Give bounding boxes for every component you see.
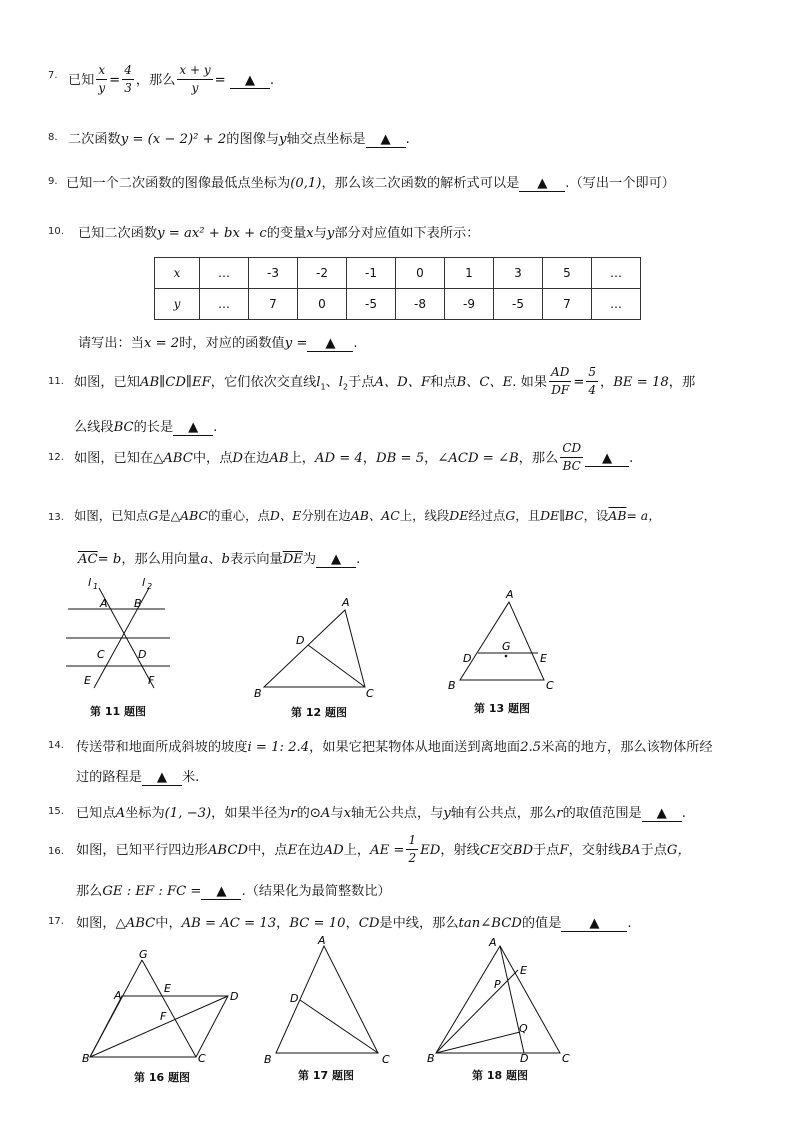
figure-12 [250, 594, 380, 702]
table-cell: -9 [445, 289, 494, 320]
question-text-line-2: 那么GE : EF : FC = ▲ .（结果化为最简整数比） [76, 884, 391, 899]
table-cell: … [200, 289, 249, 320]
point-label-c: C [562, 1052, 570, 1065]
question-number: 9. [48, 176, 58, 187]
question-text: 如图，已知在△ABC中，点D在边AB上，AD = 4，DB = 5，∠ACD = ∠B，那么 $\frac{CD}{BC}$ ▲ . [74, 440, 633, 476]
function-expression: y = (x − 2)² + 2 [120, 132, 227, 147]
point-label-a: A [489, 936, 497, 949]
fraction-cd-over-bc: $\frac{CD}{BC}$ [562, 441, 582, 474]
table-cell: 0 [298, 289, 347, 320]
table-cell: -2 [298, 258, 347, 289]
point-label-g: G [502, 640, 511, 653]
point-label-a: A [506, 588, 514, 601]
subscript: 1 [93, 582, 99, 591]
question-text: 已知点A坐标为(1, −3)，如果半径为r的⊙A与x轴无公共点，与y轴有公共点，那么r的取值范围是 ▲ . [76, 806, 686, 821]
figure-16 [78, 944, 248, 1068]
figure-17 [262, 932, 398, 1066]
point-label-c: C [382, 1053, 390, 1066]
question-text-line-1: 如图，已知点G是△ABC的重心，点D、E分别在边AB、AC上，线段DE经过点G，且DE∥BC，设$\overline{AB}= a$， [74, 508, 661, 523]
question-number: 7. [48, 70, 58, 81]
answer-blank: ▲ [519, 176, 565, 192]
question-number: 11. [48, 376, 64, 387]
table-row-x [155, 258, 641, 289]
point-label-f: F [148, 674, 155, 687]
point-label-d: D [463, 652, 472, 665]
point-label-f: F [160, 1010, 167, 1023]
figure-caption: 第 11 题图 [90, 705, 146, 718]
table-cell: 1 [445, 258, 494, 289]
question-text: 请写出：当x = 2时，对应的函数值y = ▲ . [78, 336, 358, 351]
point-label-b: B [134, 597, 142, 610]
point-label-a: A [114, 989, 122, 1002]
figure-18 [424, 932, 574, 1066]
function-expression: y = ax² + bx + c [157, 226, 267, 241]
fraction-one-half: $\frac{1}{2}$ [408, 833, 417, 866]
question-number: 8. [48, 132, 58, 143]
answer-blank: ▲ [201, 884, 241, 900]
table-cell: -8 [396, 289, 445, 320]
vector-de: $\overline{DE}$ [282, 552, 303, 567]
point-label-c: C [198, 1052, 206, 1065]
figure-caption: 第 18 题图 [472, 1069, 528, 1082]
question-number: 13. [48, 512, 64, 523]
point-label-c: C [366, 687, 374, 700]
point-label-p: P [494, 978, 501, 991]
point-label-d: D [138, 648, 147, 661]
line-label-l1: l [88, 576, 92, 589]
point-label-d: D [296, 634, 305, 647]
table-cell: … [592, 258, 641, 289]
point-label-b: B [254, 687, 262, 700]
point-label-d: D [230, 990, 239, 1003]
question-text: 二次函数y = (x − 2)² + 2的图像与y轴交点坐标是 ▲ . [68, 132, 410, 147]
point-label-a: A [342, 596, 350, 609]
answer-blank: ▲ [585, 451, 629, 467]
centroid-dot [505, 655, 508, 658]
figure-caption: 第 12 题图 [291, 706, 347, 719]
point-label-b: B [448, 679, 456, 692]
question-text-line-2: 过的路程是 ▲ 米. [76, 770, 200, 785]
table-cell: 7 [249, 289, 298, 320]
point-label-e: E [84, 674, 91, 687]
point-label-c: C [97, 648, 105, 661]
values-table [154, 257, 641, 320]
question-number: 14. [48, 740, 64, 751]
question-number: 10. [48, 226, 64, 237]
question-text-line-2: 么线段BC的长是 ▲ . [74, 420, 218, 435]
question-number: 12. [48, 452, 64, 463]
point-label-e: E [164, 982, 171, 995]
point-label-q: Q [519, 1022, 528, 1035]
question-text-line-1: 如图，已知平行四边形ABCD中，点E在边AD上，AE = $\frac{1}{2}$ ED，射线CE交BD于点F，交射线BA于点G， [76, 832, 691, 868]
answer-blank: ▲ [142, 770, 182, 786]
subscript: 2 [147, 582, 153, 591]
answer-blank: ▲ [316, 552, 356, 568]
vector-ab: $\overline{AB}$ [608, 508, 627, 523]
question-text: 已知二次函数y = ax² + bx + c的变量x与y部分对应值如下表所示： [78, 226, 480, 241]
figure-caption: 第 16 题图 [134, 1071, 190, 1084]
question-text-line-2: $\overline{AC}= b$，那么用向量a、b表示向量$\overline{DE}$为 ▲ . [78, 552, 361, 567]
vector-ac: $\overline{AC}$ [78, 552, 98, 567]
table-cell: 7 [543, 289, 592, 320]
point-label-b: B [427, 1052, 435, 1065]
figure-caption: 第 13 题图 [474, 702, 530, 715]
table-cell: 3 [494, 258, 543, 289]
point-coordinates: (0,1) [290, 176, 322, 191]
figure-11 [60, 572, 180, 690]
figure-caption: 第 17 题图 [298, 1069, 354, 1082]
point-label-e: E [540, 652, 547, 665]
figure-13 [444, 586, 564, 694]
point-label-e: E [520, 964, 527, 977]
question-text-line-1: 传送带和地面所成斜坡的坡度i = 1: 2.4，如果它把某物体从地面送到离地面2.5米高的地方，那么该物体所经 [76, 740, 713, 755]
table-cell: … [200, 258, 249, 289]
question-number: 17. [48, 916, 64, 927]
answer-blank: ▲ [642, 806, 682, 822]
point-label-b: B [264, 1053, 272, 1066]
point-label-d: D [290, 992, 299, 1005]
question-text-line-1: 如图，已知AB∥CD∥EF，它们依次交直线$l_1$、$l_2$于点A、D、F和点B、C、E. 如果 $\frac{AD}{DF}$ = $\frac{5}{4}$ ，BE = 18，那 [74, 364, 695, 400]
fraction-4-over-3: $\frac{4}{3}$ [124, 63, 132, 96]
point-label-g: G [139, 948, 148, 961]
answer-blank: ▲ [366, 132, 406, 148]
question-text: 已知 $\frac{x}{y}$ = $\frac{4}{3}$ ，那么 $\frac{x + y}{y}$ = ▲ . [68, 62, 274, 98]
table-cell: 0 [396, 258, 445, 289]
question-number: 15. [48, 806, 64, 817]
line-label-l2: l [142, 576, 146, 589]
point-label-a: A [100, 597, 108, 610]
question-number: 16. [48, 846, 64, 857]
question-text: 已知一个二次函数的图像最低点坐标为(0,1)，那么该二次函数的解析式可以是 ▲ .（写出一个即可） [66, 176, 675, 191]
table-cell: -5 [494, 289, 543, 320]
point-label-d: D [520, 1052, 529, 1065]
answer-blank: ▲ [307, 336, 353, 352]
answer-blank: ▲ [230, 73, 270, 89]
point-label-a: A [318, 934, 326, 947]
table-cell: x [155, 258, 200, 289]
point-label-b: B [82, 1052, 90, 1065]
table-cell: 5 [543, 258, 592, 289]
fraction-ad-over-df: $\frac{AD}{DF}$ [551, 365, 570, 398]
point-label-c: C [546, 679, 554, 692]
table-cell: -1 [347, 258, 396, 289]
table-cell: y [155, 289, 200, 320]
fraction-x-over-y: $\frac{x}{y}$ [98, 63, 106, 96]
fraction-5-over-4: $\frac{5}{4}$ [588, 365, 597, 398]
table-cell: -3 [249, 258, 298, 289]
table-cell: … [592, 289, 641, 320]
table-row-y [155, 289, 641, 320]
table-cell: -5 [347, 289, 396, 320]
answer-blank: ▲ [173, 420, 213, 436]
fraction-xy-over-y: $\frac{x + y}{y}$ [179, 63, 211, 96]
question-text: 如图，△ABC中，AB = AC = 13，BC = 10，CD是中线，那么tan∠BCD的值是 ▲ . [76, 916, 632, 931]
answer-blank: ▲ [561, 916, 627, 932]
